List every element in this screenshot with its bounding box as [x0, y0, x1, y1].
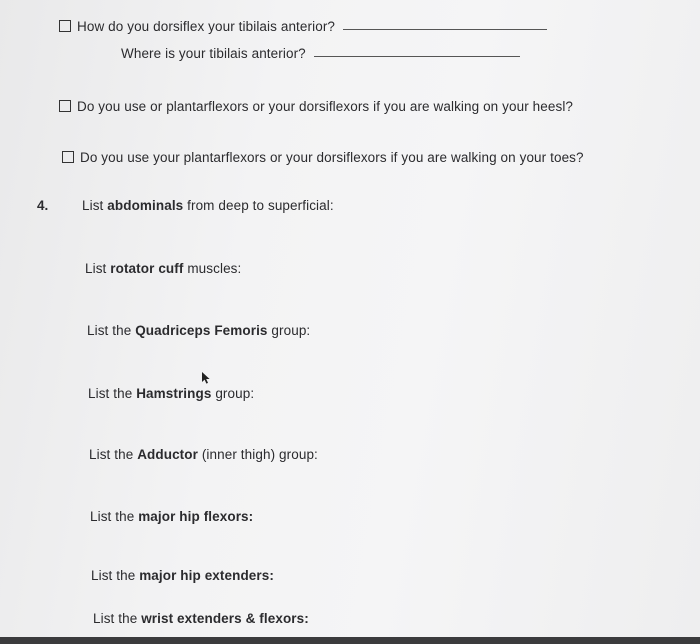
- prompt-quadriceps-prefix: List the: [87, 323, 136, 338]
- prompt-adductor-bold: Adductor: [137, 447, 198, 462]
- prompt-hip-extenders-bold: major hip extenders:: [139, 568, 274, 583]
- prompt-adductor-suffix: (inner thigh) group:: [197, 447, 318, 462]
- prompt-hip-flexors-bold: major hip flexors:: [138, 509, 254, 524]
- prompt-abdominals-suffix: from deep to superficial:: [183, 198, 334, 213]
- prompt-abdominals: [82, 198, 334, 213]
- question-where-text: Where is your tibilais anterior?: [121, 46, 306, 61]
- prompt-hip-flexors: [90, 509, 253, 524]
- prompt-wrist-prefix: List the: [93, 611, 142, 626]
- prompt-abdominals-prefix: List: [82, 198, 108, 213]
- question-dorsiflex: [59, 19, 547, 34]
- question-toes: [62, 150, 584, 165]
- prompt-quadriceps-suffix: group:: [267, 323, 311, 338]
- checkbox-toes[interactable]: [62, 151, 74, 163]
- answer-line-where[interactable]: [314, 56, 520, 57]
- question-heels-text: Do you use or plantarflexors or your dorsiflexors if you are walking on your heesl?: [77, 99, 574, 114]
- prompt-hip-extenders: [91, 568, 274, 583]
- prompt-adductor: [89, 447, 318, 462]
- checkbox-dorsiflex[interactable]: [59, 20, 71, 32]
- prompt-adductor-prefix: List the: [89, 447, 138, 462]
- prompt-wrist: [93, 611, 309, 626]
- prompt-quadriceps: [87, 323, 310, 338]
- mouse-pointer-icon: [200, 371, 212, 385]
- prompt-hip-extenders-prefix: List the: [91, 568, 140, 583]
- prompt-wrist-bold: wrist extenders & flexors:: [141, 611, 309, 626]
- prompt-rotator-suffix: muscles:: [183, 261, 242, 276]
- prompt-hamstrings-bold: Hamstrings: [136, 386, 212, 401]
- question-dorsiflex-text: How do you dorsiflex your tibilais anterior?: [77, 19, 336, 34]
- prompt-hip-flexors-prefix: List the: [90, 509, 139, 524]
- prompt-hamstrings: [88, 386, 254, 401]
- question-where: [121, 46, 520, 61]
- prompt-hamstrings-prefix: List the: [88, 386, 137, 401]
- prompt-hamstrings-suffix: group:: [211, 386, 255, 401]
- prompt-rotator-prefix: List: [85, 261, 111, 276]
- item-number-4: 4.: [37, 198, 49, 213]
- prompt-quadriceps-bold: Quadriceps Femoris: [135, 323, 268, 338]
- prompt-abdominals-bold: abdominals: [107, 198, 184, 213]
- prompt-rotator-bold: rotator cuff: [110, 261, 184, 276]
- question-heels: [59, 99, 573, 114]
- question-toes-text: Do you use your plantarflexors or your dorsiflexors if you are walking on your toes?: [80, 150, 584, 165]
- answer-line-dorsiflex[interactable]: [343, 29, 547, 30]
- screen-bottom-edge: [0, 637, 700, 644]
- checkbox-heels[interactable]: [59, 100, 71, 112]
- prompt-rotator-cuff: [85, 261, 241, 276]
